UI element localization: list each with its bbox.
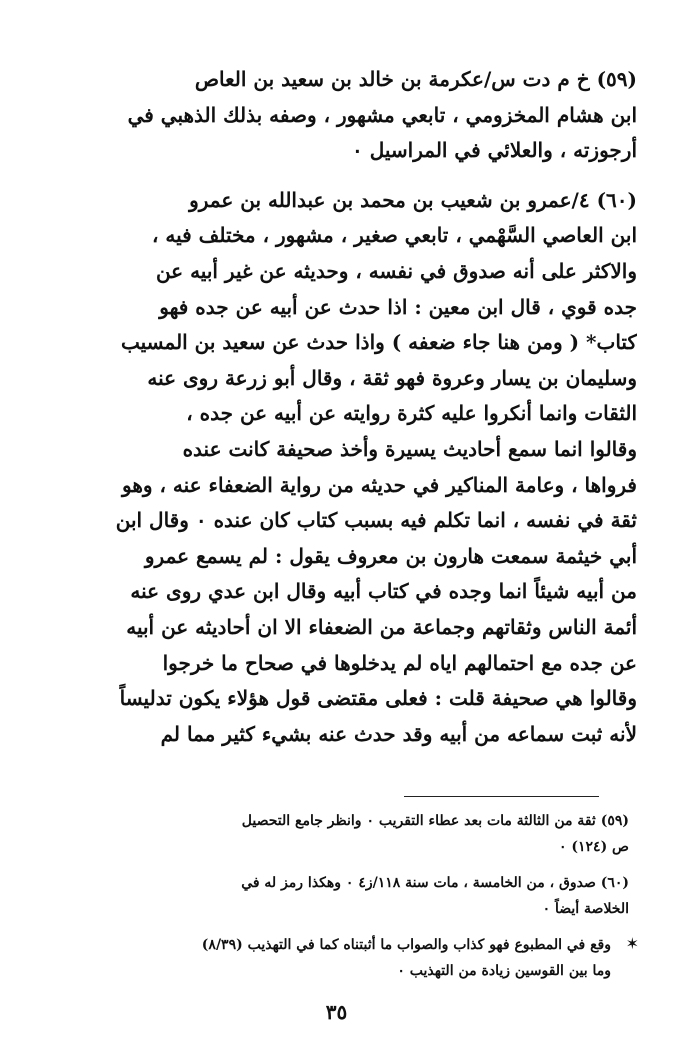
star-icon: ✶ [625,934,639,953]
footnote-divider [404,796,599,797]
footnote-line: وقع في المطبوع فهو كذاب والصواب ما أثبتناه كما في التهذيب (٨/٣٩) [201,937,611,953]
text-line: عن جده مع احتمالهم اياه لم يدخلوها في صحاح ما خرجوا [162,650,637,675]
text-line: أئمة الناس وثقاتهم وجماعة من الضعفاء الا ان أحاديثه عن أبيه [126,614,637,639]
text-line: أبي خيثمة سمعت هارون بن معروف يقول : لم يسمع عمرو [144,543,637,568]
footnotes [40,808,639,994]
text-line: الثقات وانما أنكروا عليه كثرة روايته عن أبيه عن جده ، [186,401,637,426]
footnote-line: (٦٠) صدوق ، من الخامسة ، مات سنة ١١٨/ز٤ ٠ وهكذا رمز له في [241,875,629,891]
text-line: جده قوي ، قال ابن معين : اذا حدث عن أبيه عن جده فهو [159,294,637,319]
text-line: ثقة في نفسه ، انما تكلم فيه بسبب كتاب كان عنده ٠ وقال ابن [115,508,637,533]
footnote-line: (٥٩) ثقة من الثالثة مات بعد عطاء التقريب ٠ وانظر جامع التحصيل [241,813,629,829]
entry-60 [40,183,637,753]
text-line: (٥٩) خ م دت س/عكرمة بن خالد بن سعيد بن العاص [194,67,637,91]
footnote-star [40,932,639,984]
text-line: ابن العاصي السَّهْمي ، تابعي صغير ، مشهور ، مختلف فيه ، [151,223,637,248]
footnote-59 [40,808,629,860]
text-line: كتاب* ( ومن هنا جاء ضعفه ) واذا حدث عن سعيد بن المسيب [120,330,637,355]
text-line: وقالوا انما سمع أحاديث يسيرة وأخذ صحيفة كانت عنده [182,436,637,461]
footnote-line: ص (١٢٤) ٠ [558,839,629,855]
text-line: لأنه ثبت سماعه من أبيه وقد حدث عنه بشيء كثير مما لم [160,721,637,746]
footnote-line: وما بين القوسين زيادة من التهذيب ٠ [397,963,611,979]
entry-59 [40,62,637,169]
footnote-60 [40,870,629,922]
text-line: أرجوزته ، والعلائي في المراسيل ٠ [352,138,637,163]
text-line: من أبيه شيئاً انما وجده في كتاب أبيه وقال ابن عدي روى عنه [130,579,637,604]
text-line: فرواها ، وعامة المناكير في حديثه من رواية الضعفاء عنه ، وهو [121,472,637,497]
footnote-line: الخلاصة أيضاً ٠ [542,901,629,917]
text-line: وسليمان بن يسار وعروة فهو ثقة ، وقال أبو زرعة روى عنه [147,365,637,390]
main-text [40,62,637,766]
text-line: والاكثر على أنه صدوق في نفسه ، وحديثه عن غير أبيه عن [155,258,637,283]
page-number: ٣٥ [325,1000,348,1024]
text-line: ابن هشام المخزومي ، تابعي مشهور ، وصفه بذلك الذهبي في [127,102,637,127]
text-line: وقالوا هي صحيفة قلت : فعلى مقتضى قول هؤلاء يكون تدليساً [119,686,637,711]
text-line: (٦٠) ٤/عمرو بن شعيب بن محمد بن عبدالله بن عمرو [189,187,637,212]
